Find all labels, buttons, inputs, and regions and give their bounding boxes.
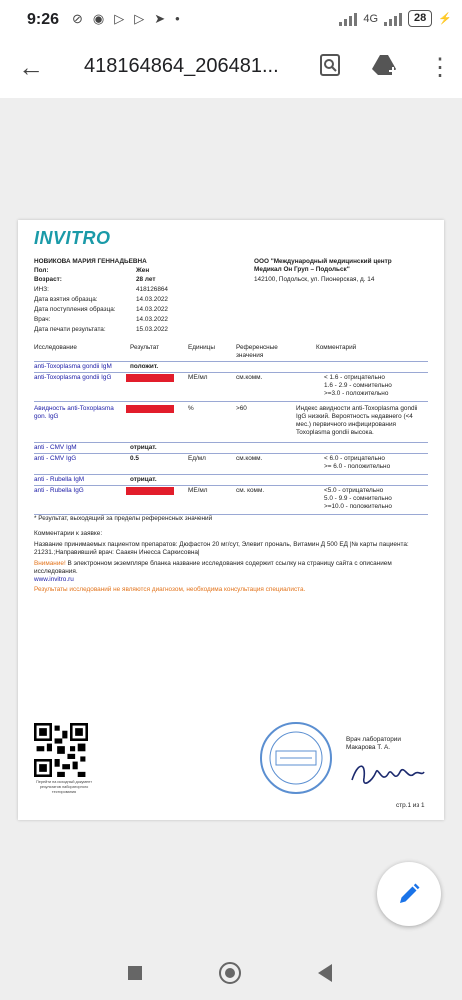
back-nav-icon[interactable] (318, 964, 332, 982)
row-divider (34, 372, 428, 373)
ref-cmv-igg: см.комм. (236, 455, 263, 462)
app-bar (0, 40, 462, 98)
units-rubella-igg: МЕ/мл (188, 487, 208, 494)
patient-name: НОВИКОВА МАРИЯ ГЕННАДЬЕВНА (34, 258, 147, 265)
recents-icon[interactable] (128, 966, 142, 980)
result-toxo-avidity: 5* (129, 413, 136, 420)
search-icon[interactable] (318, 53, 342, 83)
row-divider (34, 442, 428, 443)
header-result: Результат (130, 344, 160, 351)
info-label-print-date: Дата печати результата: (34, 326, 106, 333)
info-value-receipt-date: 14.03.2022 (136, 306, 168, 313)
dot-icon: • (175, 11, 180, 26)
qr-code-icon (34, 723, 88, 777)
info-label-age: Возраст: (34, 276, 62, 283)
play-icon: ▷ (134, 11, 145, 26)
more-options-icon[interactable]: ⋮ (428, 54, 452, 81)
result-cmv-igm: отрицат. (130, 444, 157, 451)
invitro-logo: INVITRO (34, 228, 111, 248)
stamp-seal-icon (258, 720, 334, 796)
comment-cmv-igg: < 6.0 - отрицательно >= 6.0 - положительно (324, 455, 391, 470)
network-type: 4G (363, 12, 379, 25)
test-link-toxo-igg[interactable]: anti-Toxoplasma gondii IgG (34, 374, 112, 381)
test-link-toxo-igm[interactable]: anti-Toxoplasma gondii IgM (34, 363, 112, 370)
system-icons (339, 10, 452, 27)
row-divider (34, 474, 428, 475)
battery-icon: 28 (408, 10, 432, 27)
notice-text: В электронном экземпляре бланка название исследования содержит ссылку на страницу сайта с описанием исследования. (34, 560, 392, 575)
result-rubella-igg: 21.6* (129, 495, 144, 502)
blocked-icon: ⊘ (72, 11, 83, 26)
info-value-inz: 418126864 (136, 286, 168, 293)
notification-icons (72, 11, 180, 27)
result-cmv-igg: 0.5 (130, 455, 139, 462)
comment-toxo-avidity: Индекс авидности anti-Toxoplasma gondii IgG низкий. Вероятность недавнего (<4 мес.) первичного инфицирования Toxoplasma gondii высока. (296, 405, 418, 436)
notice-label: Внимание! (34, 560, 66, 567)
telegram-icon: ➤ (154, 11, 166, 26)
units-cmv-igg: Ед/мл (188, 455, 206, 462)
result-flag-toxo-avidity (126, 405, 174, 420)
info-label-doctor: Врач: (34, 316, 51, 323)
website-link[interactable]: www.invitro.ru (34, 576, 74, 583)
document-page (18, 220, 444, 820)
table-divider (34, 361, 428, 362)
comments-title: Комментарии к заявке: (34, 530, 103, 537)
info-label-receipt-date: Дата поступления образца: (34, 306, 116, 313)
header-comment: Комментарий (316, 344, 357, 351)
result-toxo-igm: положит. (130, 363, 159, 370)
signal-icon (339, 12, 357, 26)
system-nav-bar (0, 944, 462, 1000)
info-value-print-date: 15.03.2022 (136, 326, 168, 333)
page-number: стр.1 из 1 (396, 802, 425, 809)
result-flag-rubella-igg (126, 487, 174, 502)
comment-toxo-igg: < 1.6 - отрицательно 1.6 - 2.9 - сомнительно >=3.0 - положительно (324, 374, 392, 397)
row-divider (34, 485, 428, 486)
qr-caption: Перейти на исходный документ результатов лабораторного тестирования (36, 780, 92, 794)
signal-icon (384, 12, 402, 26)
test-link-rubella-igm[interactable]: anti - Rubella IgM (34, 476, 85, 483)
test-link-cmv-igg[interactable]: anti - CMV IgG (34, 455, 77, 462)
doctor-title: Врач лаборатории (346, 736, 401, 743)
row-divider (34, 453, 428, 454)
footnote: * Результат, выходящий за пределы референсных значений (34, 515, 213, 522)
units-toxo-igg: МЕ/мл (188, 374, 208, 381)
header-units: Единицы (188, 344, 215, 351)
play-icon: ▷ (114, 11, 125, 26)
row-divider (34, 401, 428, 402)
header-ref: Референсные значения (236, 344, 278, 359)
disclaimer: Результаты исследований не являются диагнозом, необходима консультация специалиста. (34, 586, 306, 593)
signature-icon (348, 754, 428, 792)
comments-text: Название принимаемых пациентом препаратов: Дюфастон 20 мг/сут, Элевит прональ, Витамин Д 500 ЕД |№ карты пациента: 21231.;Направивший врач: Саакян Инесса Саркисовна| (34, 541, 409, 556)
comment-rubella-igg: <5.0 - отрицательно 5.0 - 9.9 - сомнительно >=10.0 - положительно (324, 487, 392, 510)
info-value-sex: Жен (136, 267, 150, 274)
units-toxo-avidity: % (188, 405, 194, 412)
result-toxo-igg: 348.9* (129, 382, 148, 389)
info-label-sex: Пол: (34, 267, 49, 274)
record-icon: ◉ (92, 11, 105, 26)
result-flag-toxo-igg (126, 374, 174, 389)
edit-button[interactable] (377, 862, 441, 926)
header-test: Исследование (34, 344, 77, 351)
status-bar (0, 0, 462, 40)
lab-name-line2: Медикал Он Груп – Подольск" (254, 266, 350, 273)
info-value-age: 28 лет (136, 276, 156, 283)
test-link-toxo-avidity[interactable]: Авидность anti-Toxoplasma gon. IgG (34, 405, 114, 420)
info-label-sample-date: Дата взятия образца: (34, 296, 98, 303)
result-rubella-igm: отрицат. (130, 476, 157, 483)
lab-name-line1: ООО "Международный медицинский центр (254, 258, 392, 265)
info-value-doctor: 14.03.2022 (136, 316, 168, 323)
ref-toxo-avidity: >60 (236, 405, 247, 412)
add-to-drive-icon[interactable] (371, 53, 399, 83)
test-link-cmv-igm[interactable]: anti - CMV IgM (34, 444, 77, 451)
document-title: 418164864_206481... (84, 55, 279, 77)
back-arrow-icon[interactable]: ← (18, 52, 44, 82)
home-icon[interactable] (219, 962, 241, 984)
ref-toxo-igg: см.комм. (236, 374, 263, 381)
doctor-name: Макарова Т. А. (346, 744, 390, 751)
charging-icon: ⚡ (438, 13, 452, 25)
pencil-icon (397, 882, 421, 906)
info-value-sample-date: 14.03.2022 (136, 296, 168, 303)
lab-address: 142100, Подольск, ул. Пионерская, д. 14 (254, 276, 375, 283)
info-label-inz: ИНЗ: (34, 286, 49, 293)
notice (34, 560, 428, 576)
ref-rubella-igg: см. комм. (236, 487, 265, 494)
clock: 9:26 (27, 11, 60, 28)
test-link-rubella-igg[interactable]: anti - Rubella IgG (34, 487, 84, 494)
